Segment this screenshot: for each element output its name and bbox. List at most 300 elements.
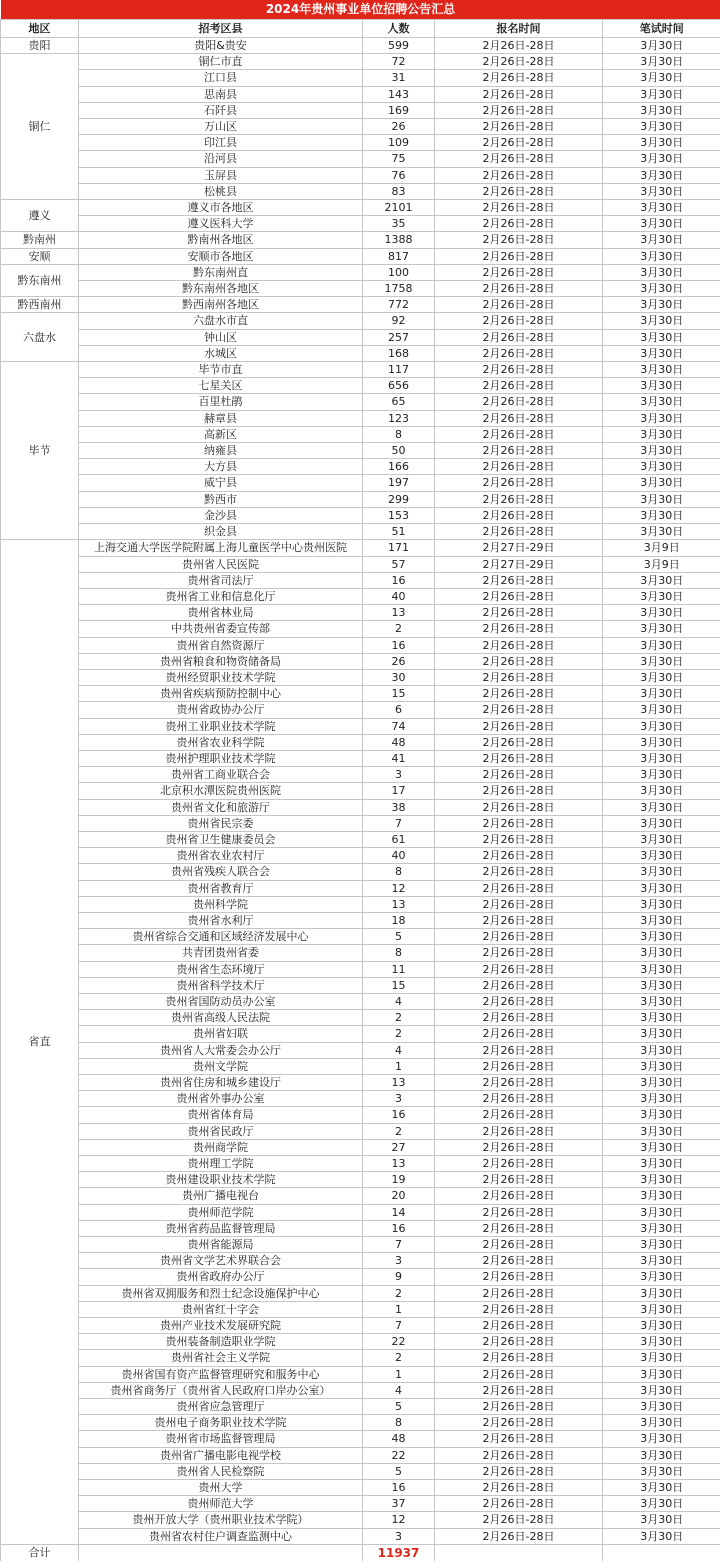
- exam-time-cell: 3月30日: [603, 38, 720, 54]
- region-cell: 黔南州: [1, 232, 79, 248]
- signup-time-cell: 2月26日-28日: [435, 1204, 603, 1220]
- signup-time-cell: 2月26日-28日: [435, 1301, 603, 1317]
- signup-time-cell: 2月26日-28日: [435, 459, 603, 475]
- exam-time-cell: 3月30日: [603, 1204, 720, 1220]
- table-row: [1, 799, 720, 815]
- county-cell: 贵州师范大学: [79, 1496, 363, 1512]
- exam-time-cell: 3月30日: [603, 1253, 720, 1269]
- table-row: [1, 1366, 720, 1382]
- table-row: [1, 297, 720, 313]
- county-cell: 贵州省教育厅: [79, 880, 363, 896]
- count-cell: 20: [363, 1188, 435, 1204]
- signup-time-cell: 2月26日-28日: [435, 1123, 603, 1139]
- county-cell: 纳雍县: [79, 443, 363, 459]
- region-cell: 遵义: [1, 200, 79, 232]
- table-row: [1, 313, 720, 329]
- signup-time-cell: 2月26日-28日: [435, 1139, 603, 1155]
- table-row: [1, 362, 720, 378]
- county-cell: 遵义医科大学: [79, 216, 363, 232]
- exam-time-cell: 3月30日: [603, 151, 720, 167]
- count-cell: 4: [363, 993, 435, 1009]
- signup-time-cell: 2月26日-28日: [435, 281, 603, 297]
- count-cell: 599: [363, 38, 435, 54]
- exam-time-cell: 3月30日: [603, 1334, 720, 1350]
- count-cell: 1758: [363, 281, 435, 297]
- signup-time-cell: 2月26日-28日: [435, 1382, 603, 1398]
- signup-time-cell: 2月26日-28日: [435, 815, 603, 831]
- table-row: [1, 945, 720, 961]
- table-row: [1, 572, 720, 588]
- exam-time-cell: 3月30日: [603, 1139, 720, 1155]
- total-empty-cell: [603, 1544, 720, 1561]
- county-cell: 贵州省疾病预防控制中心: [79, 686, 363, 702]
- table-row: [1, 815, 720, 831]
- title-row: [1, 0, 720, 20]
- signup-time-cell: 2月26日-28日: [435, 880, 603, 896]
- exam-time-cell: 3月30日: [603, 993, 720, 1009]
- count-cell: 40: [363, 848, 435, 864]
- table-row: [1, 605, 720, 621]
- county-cell: 贵州省文化和旅游厅: [79, 799, 363, 815]
- count-cell: 2: [363, 1350, 435, 1366]
- exam-time-cell: 3月30日: [603, 1528, 720, 1544]
- total-label: 合计: [1, 1544, 79, 1561]
- county-cell: 黔西南州各地区: [79, 297, 363, 313]
- table-row: [1, 1447, 720, 1463]
- exam-time-cell: 3月30日: [603, 459, 720, 475]
- signup-time-cell: 2月26日-28日: [435, 443, 603, 459]
- county-cell: 贵州开放大学（贵州职业技术学院）: [79, 1512, 363, 1528]
- count-cell: 1388: [363, 232, 435, 248]
- count-cell: 16: [363, 637, 435, 653]
- exam-time-cell: 3月30日: [603, 621, 720, 637]
- count-cell: 14: [363, 1204, 435, 1220]
- table-row: [1, 426, 720, 442]
- exam-time-cell: 3月30日: [603, 1496, 720, 1512]
- table-row: [1, 702, 720, 718]
- table-row: [1, 880, 720, 896]
- count-cell: 83: [363, 183, 435, 199]
- table-row: [1, 1010, 720, 1026]
- signup-time-cell: 2月26日-28日: [435, 945, 603, 961]
- count-cell: 100: [363, 264, 435, 280]
- table-row: [1, 912, 720, 928]
- table-row: [1, 864, 720, 880]
- county-cell: 贵州省药品监督管理局: [79, 1220, 363, 1236]
- count-cell: 109: [363, 135, 435, 151]
- table-row: [1, 1188, 720, 1204]
- signup-time-cell: 2月26日-28日: [435, 70, 603, 86]
- table-row: [1, 1075, 720, 1091]
- county-cell: 贵州省林业局: [79, 605, 363, 621]
- table-row: [1, 1463, 720, 1479]
- signup-time-cell: 2月26日-28日: [435, 750, 603, 766]
- county-cell: 织金县: [79, 524, 363, 540]
- county-cell: 钟山区: [79, 329, 363, 345]
- region-cell: 省直: [1, 540, 79, 1545]
- exam-time-cell: 3月30日: [603, 507, 720, 523]
- county-cell: 贵州省市场监督管理局: [79, 1431, 363, 1447]
- county-cell: 贵州省司法厅: [79, 572, 363, 588]
- table-row: [1, 86, 720, 102]
- table-row: [1, 1399, 720, 1415]
- county-cell: 贵州省国有资产监督管理研究和服务中心: [79, 1366, 363, 1382]
- exam-time-cell: 3月30日: [603, 1091, 720, 1107]
- county-cell: 贵州科学院: [79, 896, 363, 912]
- table-row: [1, 767, 720, 783]
- exam-time-cell: 3月30日: [603, 783, 720, 799]
- exam-time-cell: 3月30日: [603, 1512, 720, 1528]
- county-cell: 六盘水市直: [79, 313, 363, 329]
- region-cell: 毕节: [1, 362, 79, 540]
- exam-time-cell: 3月30日: [603, 977, 720, 993]
- signup-time-cell: 2月26日-28日: [435, 1188, 603, 1204]
- header-signup-time: 报名时间: [435, 20, 603, 38]
- signup-time-cell: 2月26日-28日: [435, 1058, 603, 1074]
- table-row: [1, 1156, 720, 1172]
- exam-time-cell: 3月30日: [603, 1172, 720, 1188]
- signup-time-cell: 2月26日-28日: [435, 54, 603, 70]
- count-cell: 2101: [363, 200, 435, 216]
- county-cell: 七星关区: [79, 378, 363, 394]
- region-cell: 黔西南州: [1, 297, 79, 313]
- exam-time-cell: 3月30日: [603, 394, 720, 410]
- table-row: [1, 669, 720, 685]
- exam-time-cell: 3月30日: [603, 524, 720, 540]
- count-cell: 4: [363, 1382, 435, 1398]
- exam-time-cell: 3月30日: [603, 216, 720, 232]
- signup-time-cell: 2月26日-28日: [435, 588, 603, 604]
- table-row: [1, 929, 720, 945]
- table-row: [1, 1220, 720, 1236]
- table-row: [1, 248, 720, 264]
- exam-time-cell: 3月30日: [603, 70, 720, 86]
- county-cell: 贵州省卫生健康委员会: [79, 831, 363, 847]
- header-count: 人数: [363, 20, 435, 38]
- county-cell: 贵州工业职业技术学院: [79, 718, 363, 734]
- signup-time-cell: 2月26日-28日: [435, 507, 603, 523]
- exam-time-cell: 3月30日: [603, 1285, 720, 1301]
- county-cell: 贵州省体育局: [79, 1107, 363, 1123]
- count-cell: 8: [363, 426, 435, 442]
- table-row: [1, 1042, 720, 1058]
- county-cell: 贵州省残疾人联合会: [79, 864, 363, 880]
- table-row: [1, 394, 720, 410]
- county-cell: 贵州省生态环境厅: [79, 961, 363, 977]
- count-cell: 3: [363, 1528, 435, 1544]
- table-row: [1, 151, 720, 167]
- table-row: [1, 410, 720, 426]
- exam-time-cell: 3月30日: [603, 281, 720, 297]
- table-row: [1, 524, 720, 540]
- signup-time-cell: 2月26日-28日: [435, 1042, 603, 1058]
- county-cell: 黔东南州直: [79, 264, 363, 280]
- header-region: 地区: [1, 20, 79, 38]
- exam-time-cell: 3月30日: [603, 443, 720, 459]
- signup-time-cell: 2月26日-28日: [435, 1528, 603, 1544]
- table-row: [1, 993, 720, 1009]
- county-cell: 黔南州各地区: [79, 232, 363, 248]
- signup-time-cell: 2月26日-28日: [435, 1091, 603, 1107]
- exam-time-cell: 3月30日: [603, 475, 720, 491]
- signup-time-cell: 2月26日-28日: [435, 1512, 603, 1528]
- count-cell: 2: [363, 1010, 435, 1026]
- table-row: [1, 329, 720, 345]
- exam-time-cell: 3月30日: [603, 864, 720, 880]
- count-cell: 13: [363, 1075, 435, 1091]
- count-cell: 31: [363, 70, 435, 86]
- county-cell: 贵州省综合交通和区域经济发展中心: [79, 929, 363, 945]
- count-cell: 3: [363, 1091, 435, 1107]
- signup-time-cell: 2月26日-28日: [435, 1269, 603, 1285]
- count-cell: 48: [363, 734, 435, 750]
- total-row: [1, 1544, 720, 1561]
- table-row: [1, 540, 720, 556]
- exam-time-cell: 3月30日: [603, 961, 720, 977]
- exam-time-cell: 3月30日: [603, 248, 720, 264]
- count-cell: 5: [363, 1463, 435, 1479]
- table-row: [1, 1107, 720, 1123]
- exam-time-cell: 3月30日: [603, 669, 720, 685]
- county-cell: 贵州省工商业联合会: [79, 767, 363, 783]
- signup-time-cell: 2月26日-28日: [435, 345, 603, 361]
- table-row: [1, 637, 720, 653]
- table-row: [1, 783, 720, 799]
- county-cell: 安顺市各地区: [79, 248, 363, 264]
- table-row: [1, 1139, 720, 1155]
- count-cell: 12: [363, 1512, 435, 1528]
- signup-time-cell: 2月27日-29日: [435, 556, 603, 572]
- exam-time-cell: 3月30日: [603, 1220, 720, 1236]
- count-cell: 26: [363, 119, 435, 135]
- signup-time-cell: 2月26日-28日: [435, 297, 603, 313]
- count-cell: 153: [363, 507, 435, 523]
- signup-time-cell: 2月26日-28日: [435, 1285, 603, 1301]
- county-cell: 贵州省粮食和物资储备局: [79, 653, 363, 669]
- county-cell: 沿河县: [79, 151, 363, 167]
- signup-time-cell: 2月26日-28日: [435, 524, 603, 540]
- count-cell: 22: [363, 1334, 435, 1350]
- count-cell: 17: [363, 783, 435, 799]
- county-cell: 贵州大学: [79, 1480, 363, 1496]
- signup-time-cell: 2月26日-28日: [435, 961, 603, 977]
- exam-time-cell: 3月30日: [603, 686, 720, 702]
- county-cell: 贵州省住房和城乡建设厅: [79, 1075, 363, 1091]
- count-cell: 15: [363, 977, 435, 993]
- count-cell: 169: [363, 102, 435, 118]
- exam-time-cell: 3月30日: [603, 718, 720, 734]
- count-cell: 143: [363, 86, 435, 102]
- count-cell: 15: [363, 686, 435, 702]
- count-cell: 13: [363, 896, 435, 912]
- table-row: [1, 1172, 720, 1188]
- signup-time-cell: 2月26日-28日: [435, 475, 603, 491]
- signup-time-cell: 2月26日-28日: [435, 426, 603, 442]
- county-cell: 万山区: [79, 119, 363, 135]
- signup-time-cell: 2月26日-28日: [435, 1220, 603, 1236]
- region-cell: 六盘水: [1, 313, 79, 362]
- exam-time-cell: 3月30日: [603, 426, 720, 442]
- count-cell: 9: [363, 1269, 435, 1285]
- signup-time-cell: 2月26日-28日: [435, 621, 603, 637]
- signup-time-cell: 2月26日-28日: [435, 993, 603, 1009]
- count-cell: 76: [363, 167, 435, 183]
- exam-time-cell: 3月30日: [603, 102, 720, 118]
- table-row: [1, 1204, 720, 1220]
- signup-time-cell: 2月26日-28日: [435, 702, 603, 718]
- count-cell: 3: [363, 1253, 435, 1269]
- signup-time-cell: 2月26日-28日: [435, 362, 603, 378]
- total-value: 11937: [363, 1544, 435, 1561]
- county-cell: 贵州省国防动员办公室: [79, 993, 363, 1009]
- count-cell: 2: [363, 1285, 435, 1301]
- county-cell: 玉屏县: [79, 167, 363, 183]
- count-cell: 8: [363, 945, 435, 961]
- exam-time-cell: 3月30日: [603, 1123, 720, 1139]
- count-cell: 166: [363, 459, 435, 475]
- table-row: [1, 38, 720, 54]
- county-cell: 贵州省高级人民法院: [79, 1010, 363, 1026]
- signup-time-cell: 2月26日-28日: [435, 378, 603, 394]
- county-cell: 贵州文学院: [79, 1058, 363, 1074]
- exam-time-cell: 3月30日: [603, 1480, 720, 1496]
- count-cell: 41: [363, 750, 435, 766]
- county-cell: 石阡县: [79, 102, 363, 118]
- exam-time-cell: 3月30日: [603, 1026, 720, 1042]
- exam-time-cell: 3月30日: [603, 912, 720, 928]
- table-row: [1, 54, 720, 70]
- signup-time-cell: 2月26日-28日: [435, 831, 603, 847]
- signup-time-cell: 2月26日-28日: [435, 1480, 603, 1496]
- table-row: [1, 1528, 720, 1544]
- signup-time-cell: 2月26日-28日: [435, 200, 603, 216]
- count-cell: 27: [363, 1139, 435, 1155]
- county-cell: 贵州省人大常委会办公厅: [79, 1042, 363, 1058]
- exam-time-cell: 3月30日: [603, 410, 720, 426]
- county-cell: 贵州省红十字会: [79, 1301, 363, 1317]
- signup-time-cell: 2月26日-28日: [435, 135, 603, 151]
- table-row: [1, 1026, 720, 1042]
- table-row: [1, 734, 720, 750]
- exam-time-cell: 3月30日: [603, 1366, 720, 1382]
- table-row: [1, 1480, 720, 1496]
- county-cell: 黔西市: [79, 491, 363, 507]
- signup-time-cell: 2月26日-28日: [435, 183, 603, 199]
- count-cell: 7: [363, 1237, 435, 1253]
- signup-time-cell: 2月26日-28日: [435, 410, 603, 426]
- count-cell: 50: [363, 443, 435, 459]
- county-cell: 贵州建设职业技术学院: [79, 1172, 363, 1188]
- count-cell: 1: [363, 1301, 435, 1317]
- exam-time-cell: 3月30日: [603, 1415, 720, 1431]
- count-cell: 12: [363, 880, 435, 896]
- region-cell: 铜仁: [1, 54, 79, 200]
- table-row: [1, 686, 720, 702]
- count-cell: 72: [363, 54, 435, 70]
- exam-time-cell: 3月30日: [603, 1156, 720, 1172]
- county-cell: 贵州省外事办公室: [79, 1091, 363, 1107]
- signup-time-cell: 2月26日-28日: [435, 718, 603, 734]
- table-row: [1, 216, 720, 232]
- exam-time-cell: 3月30日: [603, 572, 720, 588]
- table-row: [1, 232, 720, 248]
- table-row: [1, 119, 720, 135]
- exam-time-cell: 3月30日: [603, 1350, 720, 1366]
- exam-time-cell: 3月30日: [603, 1301, 720, 1317]
- signup-time-cell: 2月26日-28日: [435, 491, 603, 507]
- count-cell: 8: [363, 864, 435, 880]
- table-row: [1, 1285, 720, 1301]
- county-cell: 上海交通大学医学院附属上海儿童医学中心贵州医院: [79, 540, 363, 556]
- exam-time-cell: 3月30日: [603, 345, 720, 361]
- exam-time-cell: 3月30日: [603, 734, 720, 750]
- count-cell: 2: [363, 621, 435, 637]
- table-row: [1, 459, 720, 475]
- table-row: [1, 1269, 720, 1285]
- county-cell: 贵州省商务厅（贵州省人民政府口岸办公室）: [79, 1382, 363, 1398]
- header-county: 招考区县: [79, 20, 363, 38]
- exam-time-cell: 3月30日: [603, 1237, 720, 1253]
- county-cell: 贵州商学院: [79, 1139, 363, 1155]
- table-row: [1, 896, 720, 912]
- table-row: [1, 1091, 720, 1107]
- exam-time-cell: 3月30日: [603, 313, 720, 329]
- signup-time-cell: 2月26日-28日: [435, 86, 603, 102]
- signup-time-cell: 2月26日-28日: [435, 1463, 603, 1479]
- exam-time-cell: 3月30日: [603, 86, 720, 102]
- signup-time-cell: 2月26日-28日: [435, 799, 603, 815]
- table-row: [1, 961, 720, 977]
- county-cell: 贵州理工学院: [79, 1156, 363, 1172]
- table-title: 2024年贵州事业单位招聘公告汇总: [1, 0, 720, 20]
- signup-time-cell: 2月26日-28日: [435, 1496, 603, 1512]
- count-cell: 65: [363, 394, 435, 410]
- signup-time-cell: 2月26日-28日: [435, 572, 603, 588]
- table-row: [1, 475, 720, 491]
- county-cell: 贵州省民宗委: [79, 815, 363, 831]
- signup-time-cell: 2月26日-28日: [435, 394, 603, 410]
- exam-time-cell: 3月30日: [603, 588, 720, 604]
- signup-time-cell: 2月26日-28日: [435, 734, 603, 750]
- exam-time-cell: 3月30日: [603, 1382, 720, 1398]
- table-row: [1, 750, 720, 766]
- county-cell: 赫章县: [79, 410, 363, 426]
- county-cell: 贵州省农业农村厅: [79, 848, 363, 864]
- table-row: [1, 70, 720, 86]
- exam-time-cell: 3月30日: [603, 831, 720, 847]
- exam-time-cell: 3月30日: [603, 167, 720, 183]
- count-cell: 16: [363, 572, 435, 588]
- signup-time-cell: 2月26日-28日: [435, 1172, 603, 1188]
- county-cell: 威宁县: [79, 475, 363, 491]
- count-cell: 299: [363, 491, 435, 507]
- signup-time-cell: 2月26日-28日: [435, 1237, 603, 1253]
- count-cell: 19: [363, 1172, 435, 1188]
- county-cell: 百里杜鹃: [79, 394, 363, 410]
- count-cell: 35: [363, 216, 435, 232]
- count-cell: 3: [363, 767, 435, 783]
- exam-time-cell: 3月30日: [603, 54, 720, 70]
- count-cell: 16: [363, 1480, 435, 1496]
- exam-time-cell: 3月30日: [603, 750, 720, 766]
- count-cell: 1: [363, 1058, 435, 1074]
- table-row: [1, 621, 720, 637]
- table-row: [1, 1431, 720, 1447]
- exam-time-cell: 3月30日: [603, 702, 720, 718]
- county-cell: 共青团贵州省委: [79, 945, 363, 961]
- signup-time-cell: 2月26日-28日: [435, 119, 603, 135]
- count-cell: 7: [363, 1318, 435, 1334]
